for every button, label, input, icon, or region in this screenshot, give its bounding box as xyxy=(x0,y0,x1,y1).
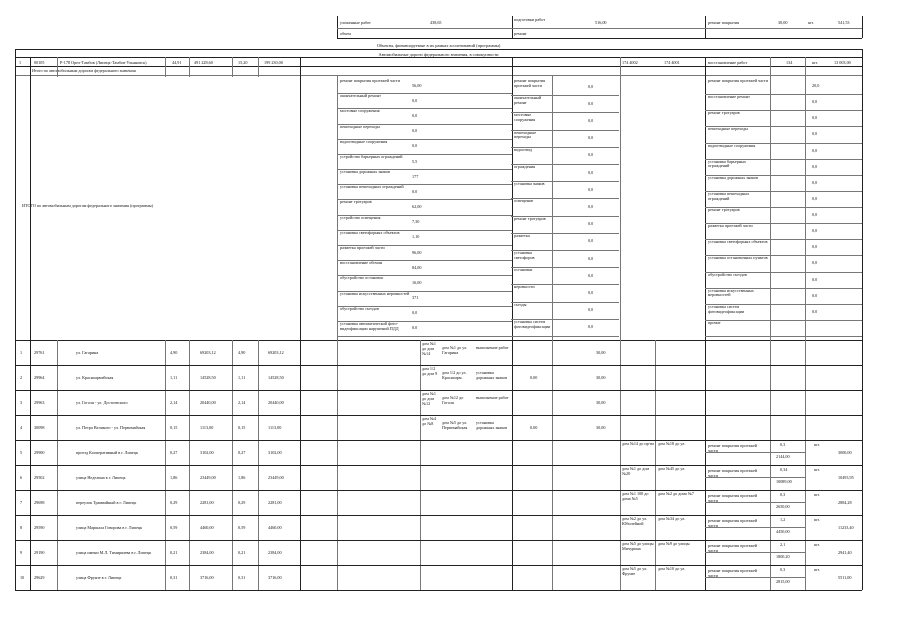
mid-item-label: ремонт покрытия проезжей части xyxy=(708,78,768,83)
mid-item-label: пешеходные переходы xyxy=(708,126,748,132)
mid-item-value: 0,0 xyxy=(588,238,594,244)
mid-item-value: 0,0 xyxy=(812,292,818,298)
row-divider xyxy=(15,415,862,416)
row1-length-2: 15,20 xyxy=(238,60,248,65)
row-road-name: ул. Красноармейская xyxy=(76,374,114,380)
row-unit: шт. xyxy=(814,492,820,497)
mid-item-value: 1,10 xyxy=(412,234,420,240)
mid-item-label: ремонт покрытия проезжей части xyxy=(514,78,546,88)
row-work-type: ремонт покрытия проезжей части xyxy=(708,543,758,553)
mid-item-label: прочие xyxy=(708,319,721,325)
mid-item-label: мостовые сооружения xyxy=(514,112,536,123)
mid-item-label: ремонт тротуаров xyxy=(708,110,740,116)
row-section-to: дом №34 до ул. xyxy=(658,516,686,521)
mid-item-value: 0,0 xyxy=(588,135,594,141)
row-number: 9 xyxy=(20,549,23,555)
row-cost: 20440,00 xyxy=(200,399,216,405)
row-road-name: ул. Петра Великого - ул. Первомайская xyxy=(76,424,146,430)
top-cell-3: подготовки работ xyxy=(514,17,546,22)
mid-item-label: пешеходные переходы xyxy=(340,123,380,129)
row-section-to: дом №5 до ул. Первомайская xyxy=(442,420,468,430)
row-unit: шт. xyxy=(814,442,820,447)
row-length: 0,21 xyxy=(170,549,178,555)
row-sub-divider xyxy=(705,552,805,553)
mid-item-label: ремонт покрытия проезжей части xyxy=(340,78,400,83)
row-cost: 4460,00 xyxy=(200,524,214,530)
mid-item-value: 0,0 xyxy=(812,115,818,121)
row-cost: 69203,12 xyxy=(200,349,216,355)
row-cost-2: 14528,50 xyxy=(268,374,284,380)
mid-item-label: установка барьерных ограждений xyxy=(708,158,746,169)
itogo-label: ИТОГО по автомобильным дорогам федерального значения (программы) xyxy=(22,203,153,208)
mid-item-value: 0,0 xyxy=(412,325,418,331)
row-amount: 10089,00 xyxy=(776,479,792,484)
mid-item-value: 0,0 xyxy=(812,179,818,185)
top-cell-5b: шт. xyxy=(808,20,814,25)
row-length: 2,14 xyxy=(170,399,178,405)
mid-item-value: 62,00 xyxy=(412,204,422,209)
mid-row-divider xyxy=(705,336,862,337)
row1-code: 00105 xyxy=(34,60,45,65)
mid-item-value: 96,00 xyxy=(412,249,422,255)
row1-e: 174 4002 xyxy=(622,60,638,65)
mid-item-value: 0,0 xyxy=(412,310,418,316)
row-cost-2: 2384,00 xyxy=(268,549,282,555)
row-section-to: дом №10 до ул. xyxy=(658,566,686,571)
row-length: 0,59 xyxy=(170,524,178,530)
row-section-from: дом №4 до №8 xyxy=(422,416,436,426)
top-cell-5c: 541,53 xyxy=(838,20,850,25)
row-divider xyxy=(15,440,862,441)
mid-item-value: 371 xyxy=(412,295,419,301)
mid-row-divider xyxy=(511,336,619,337)
mid-item-label: установка искусственных неровностей xyxy=(708,287,754,298)
row-length: 0,31 xyxy=(170,574,178,580)
row-section-from: дом 1/2 до дом 9 xyxy=(422,366,438,376)
row-code: 29761 xyxy=(34,349,45,355)
row-section-from: дом №1 до дом №12 xyxy=(422,391,436,406)
mid-item-label: установка искусственных неровностей xyxy=(340,290,410,296)
mid-item-label: установка систем фотовидеофиксации xyxy=(708,303,745,314)
mid-item-label: установка пешеходных ограждений xyxy=(708,190,750,201)
row-work-type: ремонт покрытия проезжей части xyxy=(708,468,758,478)
row-cost-2: 2281,00 xyxy=(268,499,282,505)
mid-item-label: разметка xyxy=(514,232,530,238)
mid-item-label: ремонт тротуаров xyxy=(340,199,372,205)
mid-item-label: остановки xyxy=(514,267,533,273)
row1-unit: шт. xyxy=(812,60,818,65)
row-number: 10 xyxy=(20,574,25,580)
row-length-2: 0,27 xyxy=(238,449,246,455)
top-cell-1: уложенные работ xyxy=(340,20,371,25)
row-qty: 0,3 xyxy=(780,567,786,572)
mid-item-value: 0,0 xyxy=(812,195,818,201)
row-sub-divider xyxy=(705,502,805,503)
row1-number: 1 xyxy=(19,60,22,65)
row-section-from: дом №1 100 до дома №5 xyxy=(622,491,649,501)
row-section-from: дом №5 до ул. Фрунзе xyxy=(622,566,648,576)
mid-item-label: восстановление обочин xyxy=(340,260,382,266)
row-qty: 2,1 xyxy=(780,542,786,547)
mid-item-value: 0,0 xyxy=(412,143,418,149)
row-section-from: дом №2 до ул. Юбилейной xyxy=(622,516,648,526)
row-qty: 0,00 xyxy=(530,374,538,380)
mid-item-label: устройство освещения xyxy=(340,214,381,220)
top-cell-5: ремонт покрытия xyxy=(708,20,740,25)
row-section-to: дом №2 до дома №7 xyxy=(658,491,695,496)
mid-item-label: разметка проезжей части xyxy=(708,223,753,229)
row-total: 11233,40 xyxy=(838,524,854,530)
top-cell-4: ремонт xyxy=(514,31,527,36)
row-number: 5 xyxy=(20,449,23,455)
row-road-name: улица имени М.Л. Тимирязева в г. Липецк xyxy=(76,549,152,555)
mid-item-label: водоотводные сооружения xyxy=(340,138,388,144)
row1-work: восстановление работ xyxy=(708,60,748,65)
top-cell-1-value: 438,65 xyxy=(430,20,442,25)
mid-item-label: ограждения xyxy=(514,164,536,169)
mid-item-value: 0,0 xyxy=(412,97,418,103)
mid-item-label: разметка проезжей части xyxy=(340,244,385,250)
mid-item-label: ремонт тротуаров xyxy=(514,215,546,221)
row-length: 4,90 xyxy=(170,349,178,355)
row-road-name: улица Маршала Говорова в г. Липецк xyxy=(76,524,143,530)
mid-item-label: установка остановочных пунктов xyxy=(708,255,768,261)
row-cost: 3716,00 xyxy=(200,574,214,580)
row-length: 0,29 xyxy=(170,499,178,505)
mid-item-value: 0,0 xyxy=(812,163,818,169)
top-cell-2: объем xyxy=(340,31,351,36)
row-code: 29502 xyxy=(34,474,45,480)
row-length-2: 0,31 xyxy=(238,574,246,580)
mid-item-value: 0,0 xyxy=(588,118,594,123)
mid-item-label: установка знаков xyxy=(514,181,545,187)
row-length: 1,86 xyxy=(170,474,178,480)
row-road-name: улица Фрунзе в г. Липецк xyxy=(76,574,122,580)
mid-item-value: 0,0 xyxy=(812,260,818,266)
row-total: 2941,40 xyxy=(838,549,852,555)
row-cost: 2384,00 xyxy=(200,549,214,555)
mid-item-label: пешеходные переходы xyxy=(514,129,537,140)
mid-item-value: 0,0 xyxy=(588,255,594,261)
row-unit: шт. xyxy=(814,467,820,472)
mid-item-value: 177 xyxy=(412,173,419,179)
mid-item-label: водоотвод xyxy=(514,146,533,152)
mid-item-value: 5,5 xyxy=(412,158,418,164)
row-unit: шт. xyxy=(814,567,820,572)
row-work-type: установка дорожных знаков xyxy=(476,370,508,380)
row-cost-2: 4460,00 xyxy=(268,524,282,530)
mid-item-label: установка пешеходных ограждений xyxy=(340,184,404,190)
row1-cost-2: 199 230,00 xyxy=(264,60,283,65)
mid-item-label: установка светофорных объектов xyxy=(340,229,400,235)
mid-row-divider xyxy=(337,336,512,337)
row-amount: 2815,00 xyxy=(776,579,790,584)
row-road-name: ул. Гоголя - ул. Достоевского xyxy=(76,399,128,405)
row-length-2: 0,15 xyxy=(238,424,246,430)
row-code: 29590 xyxy=(34,524,45,530)
mid-item-value: 0,0 xyxy=(588,221,594,227)
row-section-to: дом №1 до ул. Гагарина xyxy=(442,345,468,355)
row-section-to: дом №12 до Гоголя xyxy=(442,395,464,405)
row-work-type: ремонт покрытия проезжей части xyxy=(708,493,758,503)
row-number: 6 xyxy=(20,474,23,480)
row-cost-2: 3716,00 xyxy=(268,574,282,580)
row-code: 29629 xyxy=(34,574,45,580)
row-section-to: дом №18 до ул. xyxy=(658,441,686,446)
mid-item-value: 84,00 xyxy=(412,264,422,270)
row-sub-divider xyxy=(705,577,805,578)
mid-item-value: 0,0 xyxy=(812,244,818,250)
row-cost-2: 23449,00 xyxy=(268,474,284,480)
row-work-type: ремонт покрытия проезжей части xyxy=(708,443,758,453)
row-work-type: ремонт покрытия проезжей части xyxy=(708,568,758,578)
row-qty: 0,34 xyxy=(780,467,788,472)
mid-item-label: обустройство съездов xyxy=(340,305,379,311)
row-code: 29964 xyxy=(34,374,45,380)
row-work-type: ремонт покрытия проезжей части xyxy=(708,518,758,528)
mid-item-value: 0,0 xyxy=(812,276,818,282)
row-cost-2: 3102,00 xyxy=(268,449,282,455)
mid-item-label: мостовые сооружения xyxy=(340,108,380,114)
row-section-from: дом №1 до дом №14 xyxy=(422,341,436,356)
row-value: 30,00 xyxy=(596,349,606,355)
mid-item-value: 0,0 xyxy=(588,307,594,313)
mid-item-label: установка систем фотовидеофиксации xyxy=(514,318,551,329)
row-total: 3000,00 xyxy=(838,449,852,455)
row-amount: 2144,00 xyxy=(776,454,790,459)
row-cost: 14528,50 xyxy=(200,374,216,380)
row-section-from: дом №14 до пр-ва xyxy=(622,441,654,446)
row-code: 29698 xyxy=(34,499,45,505)
row-total: 10493,95 xyxy=(838,474,854,480)
row-code: 29190 xyxy=(34,549,45,555)
mid-item-label: установка светофоров xyxy=(514,250,535,260)
mid-item-label: восстановление ремонт xyxy=(708,94,750,100)
mid-item-label: водоотводные сооружения xyxy=(708,142,756,148)
row-length-2: 2,14 xyxy=(238,399,246,405)
row-value: 30,00 xyxy=(596,399,606,405)
mid-item-label: ремонт тротуаров xyxy=(708,207,740,212)
row1-name: Р-178 Орел-Тамбов (Липецк-Тамбов-Ульяновск) xyxy=(60,60,147,65)
mid-item-label: установка дорожных знаков xyxy=(340,169,390,175)
row-number: 7 xyxy=(20,499,23,505)
row-number: 2 xyxy=(20,374,23,380)
mid-item-label: освещение xyxy=(514,198,534,204)
row-cost-2: 1113,00 xyxy=(268,424,282,430)
row-cost-2: 69203,12 xyxy=(268,349,284,355)
mid-item-label: обустройство остановок xyxy=(340,275,384,281)
mid-item-value: 0,0 xyxy=(812,131,818,137)
mid-item-label: установка светофорных объектов xyxy=(708,239,768,245)
row-cost: 23449,00 xyxy=(200,474,216,480)
row-divider xyxy=(15,540,862,541)
row-number: 3 xyxy=(20,399,23,405)
row-divider xyxy=(15,490,862,491)
mid-item-value: 7,30 xyxy=(412,219,420,225)
row-road-name: переулок Трамвайный в г. Липецк xyxy=(76,499,137,505)
row-amount: 4450,00 xyxy=(776,529,790,534)
row-cost-2: 20440,00 xyxy=(268,399,284,405)
row-sub-divider xyxy=(705,477,805,478)
row-divider xyxy=(15,565,862,566)
mid-item-value: 0,0 xyxy=(588,83,594,89)
row-number: 8 xyxy=(20,524,23,530)
row-total: 5511,00 xyxy=(838,574,852,580)
row-section-to: дом 1/2 до ул. Красноарм. xyxy=(442,370,467,380)
row-qty: 0,3 xyxy=(780,492,786,497)
row-length-2: 0,29 xyxy=(238,499,246,505)
top-cell-5a: 30,00 xyxy=(778,20,788,25)
mid-item-label: установка автоматической фото- видеофиксации нарушений ПДД xyxy=(340,320,399,331)
row1-cost: 491 228,60 xyxy=(194,60,213,65)
row-amount: 1800,20 xyxy=(776,554,790,559)
row-code: 30098 xyxy=(34,424,45,430)
row-cost: 3102,00 xyxy=(200,449,214,455)
mid-item-value: 0,0 xyxy=(412,188,418,194)
row1-qty: 134 xyxy=(786,60,793,65)
mid-item-value: 0,0 xyxy=(412,112,418,118)
row-qty: 0,00 xyxy=(530,424,538,430)
row-code: 29963 xyxy=(34,399,45,405)
row-divider xyxy=(15,390,862,391)
mid-item-label: съезды xyxy=(514,301,527,307)
row-work-type: выполнение работ xyxy=(476,395,509,400)
row1-f: 174 4001 xyxy=(664,60,680,65)
mid-item-value: 0,0 xyxy=(588,169,594,175)
mid-item-value: 0,0 xyxy=(412,128,418,134)
row-divider xyxy=(15,515,862,516)
row-sub-divider xyxy=(705,527,805,528)
row-divider xyxy=(15,590,862,591)
mid-item-value: 0,0 xyxy=(588,290,594,295)
row-road-name: ул. Гагарина xyxy=(76,349,99,355)
section-subtitle: Автомобильные дороги федерального значения, в совокупности xyxy=(378,52,499,57)
row-amount: 2650,00 xyxy=(776,504,790,509)
row-length-2: 0,59 xyxy=(238,524,246,530)
row-section-from: дом №5 до улицы Мичурина xyxy=(622,541,654,551)
row-work-type: установка дорожных знаков xyxy=(476,420,508,430)
row-length-2: 4,90 xyxy=(238,349,246,355)
row-qty: 1,2 xyxy=(780,517,786,522)
row-section-to: дом №45 до ул. xyxy=(658,466,686,471)
row-length-2: 0,21 xyxy=(238,549,246,555)
row-section-from: дом №1 до дом №20 xyxy=(622,466,650,476)
mid-item-value: 0,0 xyxy=(812,228,818,234)
mid-item-label: установка дорожных знаков xyxy=(708,174,758,180)
row-number: 4 xyxy=(20,424,23,430)
mid-item-label: обустройство съездов xyxy=(708,271,747,277)
row-road-name: проезд Кооперативный в г. Липецк xyxy=(76,449,139,455)
row-road-name: улица Неделина в г. Липецк xyxy=(76,474,126,480)
mid-item-value: 0,0 xyxy=(812,99,818,105)
mid-item-value: 56,00 xyxy=(412,82,422,88)
row-cost: 1113,00 xyxy=(200,424,214,430)
row-code: 29900 xyxy=(34,449,45,455)
row-value: 30,00 xyxy=(596,374,606,380)
mid-item-value: 0,0 xyxy=(588,100,594,106)
mid-item-value: 20,0 xyxy=(812,83,820,89)
mid-item-value: 0,0 xyxy=(812,308,818,314)
row-value: 30,00 xyxy=(596,424,606,430)
row-number: 1 xyxy=(20,349,23,355)
mid-item-label: окончательный ремонт xyxy=(514,95,542,106)
row-length: 1,11 xyxy=(170,374,178,380)
mid-item-value: 16,00 xyxy=(412,279,422,285)
mid-item-value: 0,0 xyxy=(588,152,594,158)
row1-total: 13 003,00 xyxy=(834,60,851,65)
mid-item-value: 0,0 xyxy=(588,186,594,192)
row1-length: 44,91 xyxy=(172,60,182,65)
mid-item-value: 0,0 xyxy=(588,272,594,278)
mid-item-value: 0,0 xyxy=(812,212,818,218)
row-length: 0,15 xyxy=(170,424,178,430)
row-length: 0,27 xyxy=(170,449,178,455)
mid-item-label: окончательный ремонт xyxy=(340,93,381,99)
row-divider xyxy=(15,465,862,466)
row-section-to: дом №9 до улицы xyxy=(658,541,690,546)
mid-item-value: 0,0 xyxy=(588,324,594,330)
row-total: 2884,28 xyxy=(838,499,852,505)
row-divider xyxy=(15,365,862,366)
mid-item-label: устройство барьерных ограждений xyxy=(340,153,403,159)
mid-item-label: неровности xyxy=(514,284,535,290)
row-unit: шт. xyxy=(814,517,820,522)
section-title: Объекты, финансируемые в их рамках ассигнований (программы) xyxy=(376,43,501,48)
mid-item-value: 0,0 xyxy=(812,147,818,153)
row-cost: 2281,00 xyxy=(200,499,214,505)
top-cell-3-value: 516,00 xyxy=(595,20,607,25)
row-sub-divider xyxy=(705,452,805,453)
row-unit: шт. xyxy=(814,542,820,547)
mid-item-value: 0,0 xyxy=(588,204,594,209)
row-qty: 0,3 xyxy=(780,442,786,447)
subhead: Итого по автомобильным дорогам федерального значения xyxy=(32,68,136,73)
row-length-2: 1,86 xyxy=(238,474,246,480)
row-work-type: выполнение работ xyxy=(476,345,509,350)
row-length-2: 1,11 xyxy=(238,374,246,380)
